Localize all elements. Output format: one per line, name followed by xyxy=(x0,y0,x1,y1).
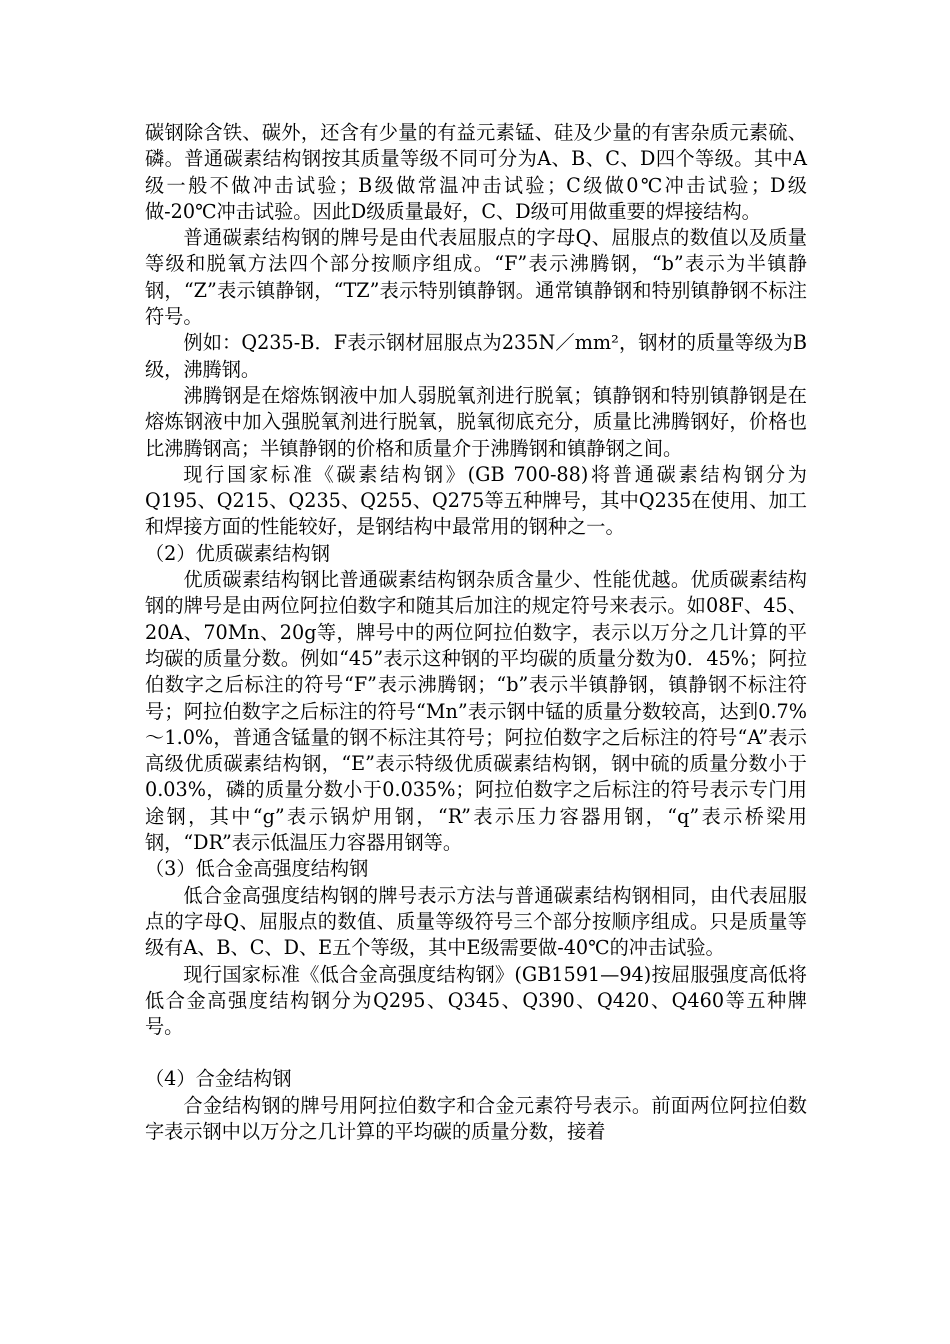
paragraph-national-standard-gb1591: 现行国家标准《低合金高强度结构钢》(GB1591—94)按屈服强度高低将低合金高强度结构钢分为Q295、Q345、Q390、Q420、Q460等五种牌号。 xyxy=(145,962,807,1039)
paragraph-low-alloy-designation: 低合金高强度结构钢的牌号表示方法与普通碳素结构钢相同，由代表屈服点的字母Q、屈服点的数值、质量等级符号三个部分按顺序组成。只是质量等级有A、B、C、D、E五个等级，其中E级需要做-40℃的冲击试验。 xyxy=(145,883,807,960)
paragraph-quality-carbon-steel: 优质碳素结构钢比普通碳素结构钢杂质含量少、性能优越。优质碳素结构钢的牌号是由两位阿拉伯数字和随其后加注的规定符号来表示。如08F、45、20A、70Mn、20g等，牌号中的两位阿拉伯数字，表示以万分之几计算的平均碳的质量分数。例如“45”表示这种钢的平均碳的质量分数为0．45%；阿拉伯数字之后标注的符号“F”表示沸腾钢；“b”表示半镇静钢，镇静钢不标注符号；阿拉伯数字之后标注的符号“Mn”表示钢中锰的质量分数较高，达到0.7%～1.0%，普通含锰量的钢不标注其符号；阿拉伯数字之后标注的符号“A”表示高级优质碳素结构钢，“E”表示特级优质碳素结构钢，钢中硫的质量分数小于0.03%，磷的质量分数小于0.035%；阿拉伯数字之后标注的符号表示专门用途钢，其中“g”表示锅炉用钢，“R”表示压力容器用钢，“q”表示桥梁用钢，“DR”表示低温压力容器用钢等。 xyxy=(145,568,807,855)
paragraph-grade-designation: 普通碳素结构钢的牌号是由代表屈服点的字母Q、屈服点的数值以及质量等级和脱氧方法四个部分按顺序组成。“F”表示沸腾钢，“b”表示为半镇静钢，“Z”表示镇静钢，“TZ”表示特别镇静钢。通常镇静钢和特别镇静钢不标注符号。 xyxy=(145,226,807,329)
paragraph-alloy-structural-steel: 合金结构钢的牌号用阿拉伯数字和合金元素符号表示。前面两位阿拉伯数字表示钢中以万分之几计算的平均碳的质量分数，接着 xyxy=(145,1093,807,1143)
blank-line xyxy=(145,1040,807,1066)
paragraph-deoxidation: 沸腾钢是在熔炼钢液中加人弱脱氧剂进行脱氧；镇静钢和特别镇静钢是在熔炼钢液中加入强脱氧剂进行脱氧，脱氧彻底充分，质量比沸腾钢好，价格也比沸腾钢高；半镇静钢的价格和质量介于沸腾钢和镇静钢之间。 xyxy=(145,383,807,460)
document-page xyxy=(145,120,807,1145)
paragraph-carbon-steel-grades: 碳钢除含铁、碳外，还含有少量的有益元素锰、硅及少量的有害杂质元素硫、磷。普通碳素结构钢按其质量等级不同可分为A、B、C、D四个等级。其中A级一般不做冲击试验；B级做常温冲击试验；C级做0℃冲击试验；D级做-20℃冲击试验。因此D级质量最好，C、D级可用做重要的焊接结构。 xyxy=(145,121,807,223)
section-heading-alloy-structural-steel: （4）合金结构钢 xyxy=(145,1067,292,1091)
section-heading-quality-carbon-steel: （2）优质碳素结构钢 xyxy=(145,541,330,565)
paragraph-national-standard-gb700: 现行国家标准《碳素结构钢》(GB 700-88)将普通碳素结构钢分为Q195、Q215、Q235、Q255、Q275等五种牌号，其中Q235在使用、加工和焊接方面的性能较好，是钢结构中最常用的钢种之一。 xyxy=(145,462,807,539)
paragraph-example-q235: 例如：Q235-B．F表示钢材屈服点为235N／mm²，钢材的质量等级为B级，沸腾钢。 xyxy=(145,331,807,381)
section-heading-low-alloy-steel: （3）低合金高强度结构钢 xyxy=(145,857,369,881)
